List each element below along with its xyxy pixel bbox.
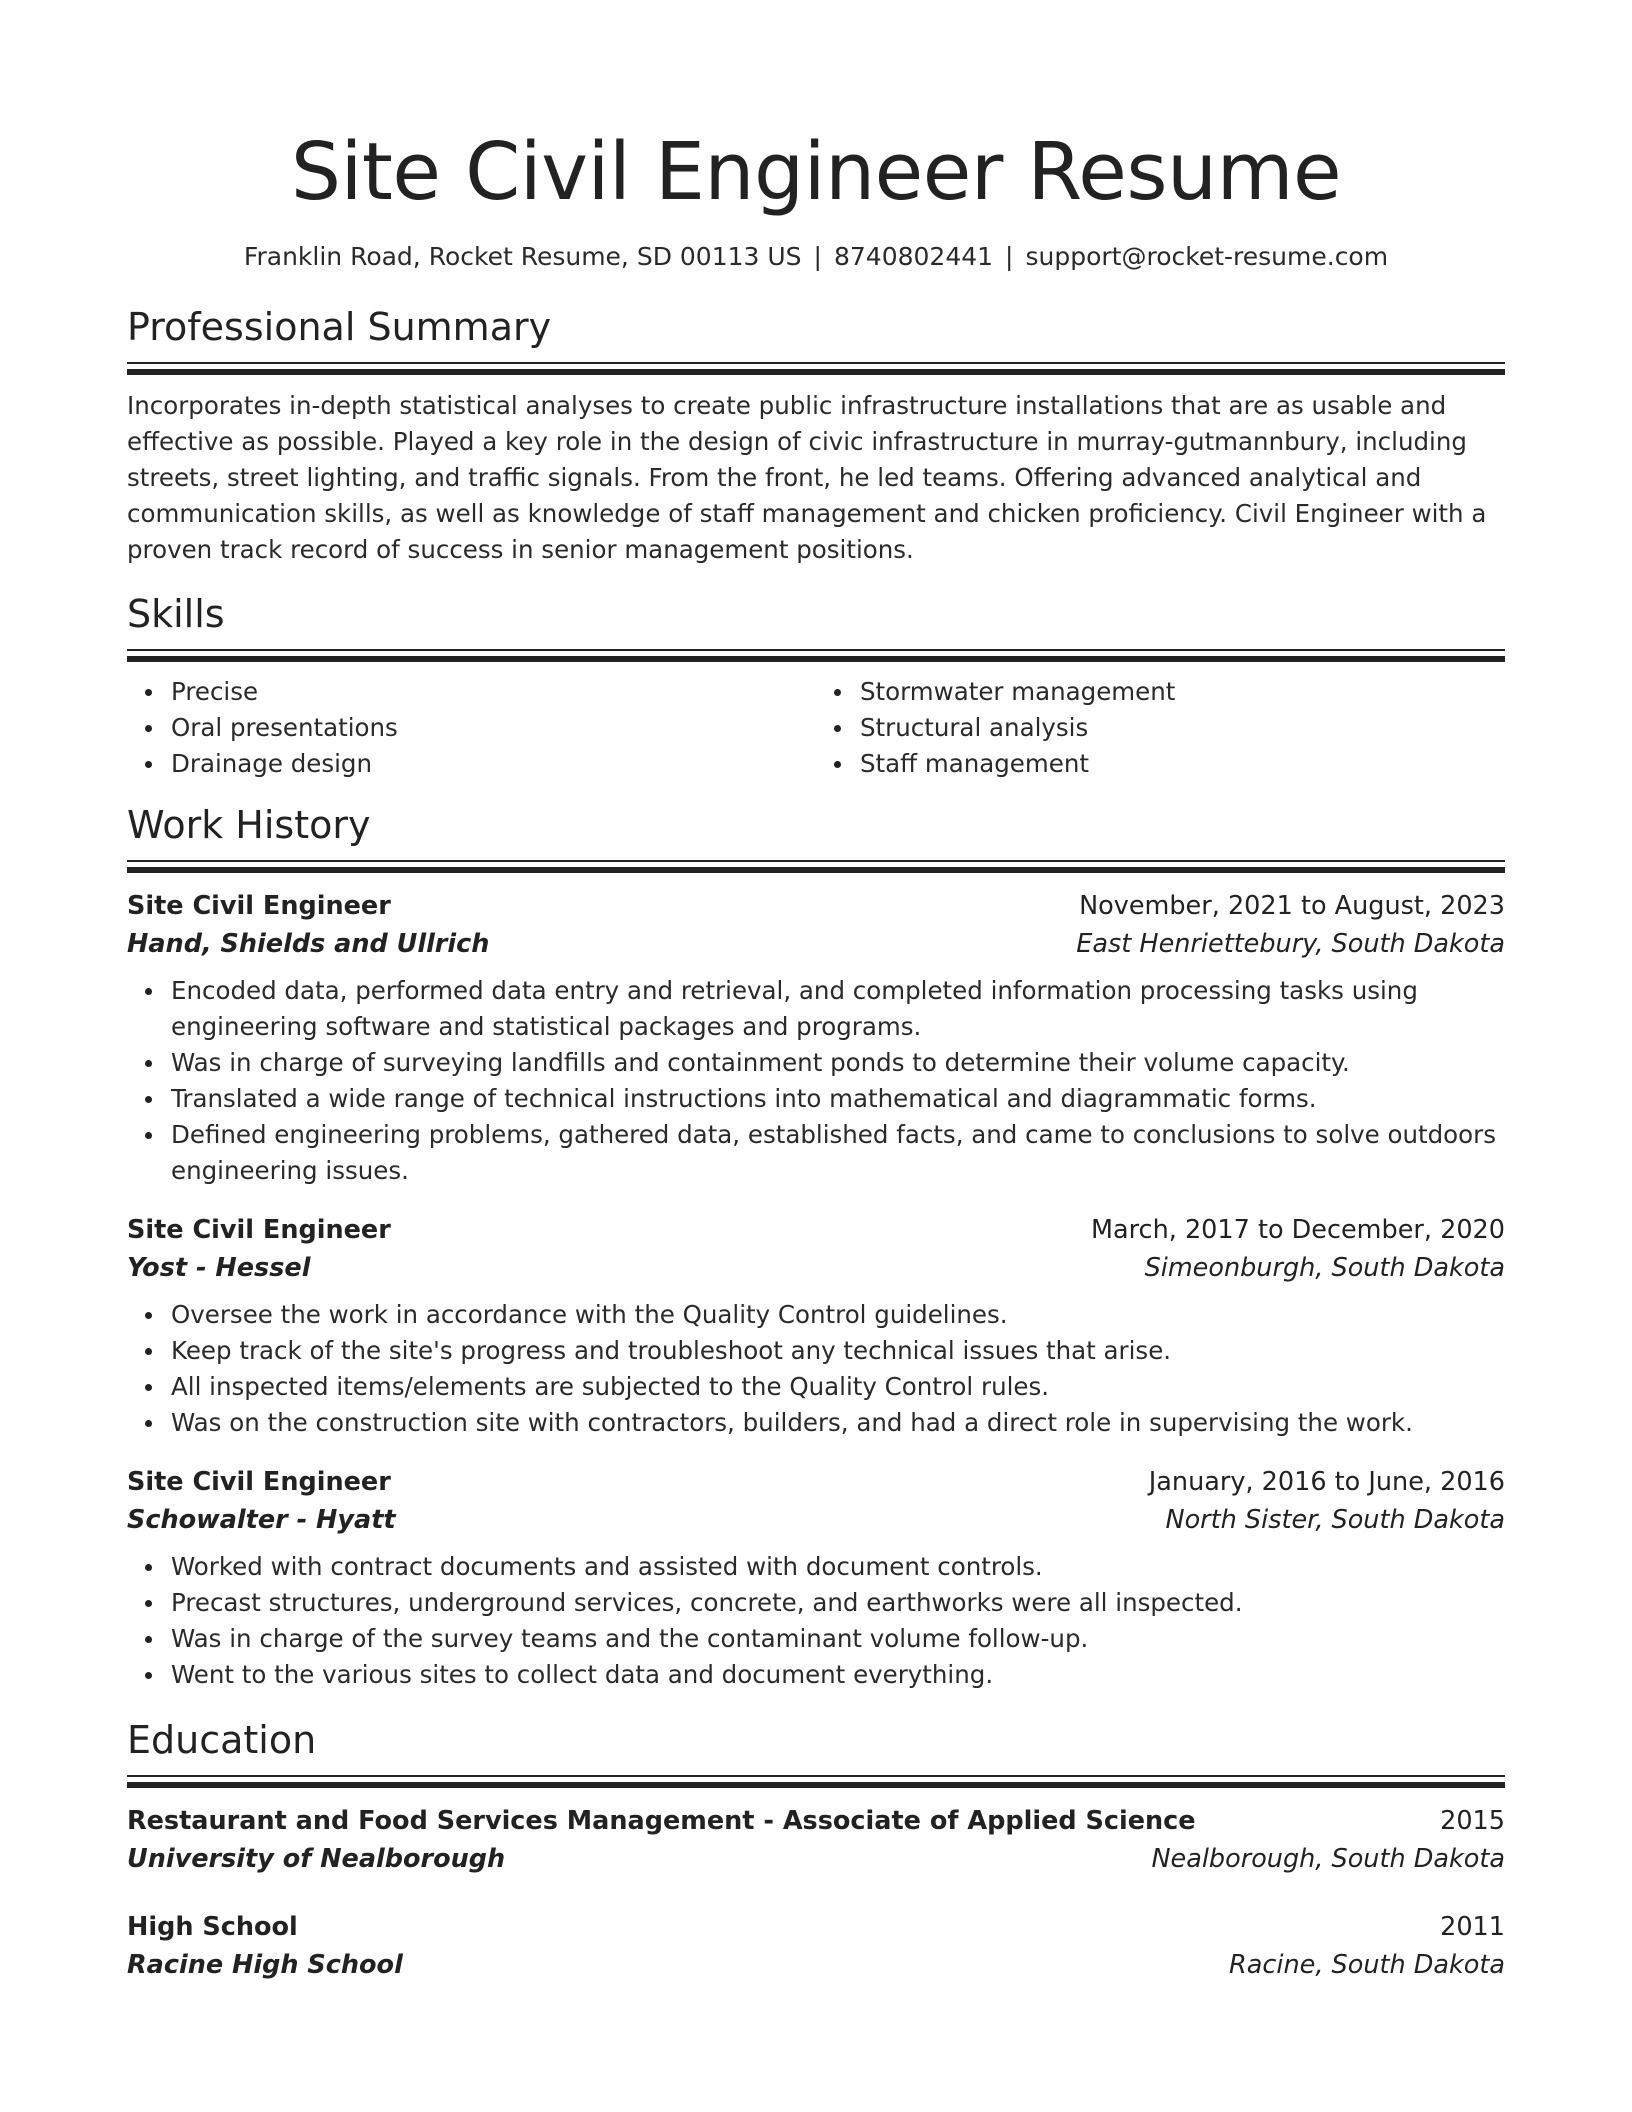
skill-item: Drainage design: [171, 746, 816, 782]
job-header: [127, 1463, 1505, 1501]
job-subheader: [127, 925, 1505, 963]
job-subheader: [127, 1249, 1505, 1287]
section-title-skills: Skills: [127, 592, 225, 636]
contact-address: Franklin Road, Rocket Resume, SD 00113 US: [243, 242, 802, 271]
job-entry: [127, 1463, 1505, 1693]
skills-section: [127, 589, 1505, 782]
skill-item: Structural analysis: [860, 710, 1505, 746]
education-section: [127, 1715, 1505, 1984]
skills-list: [127, 674, 1505, 782]
summary-section: [127, 302, 1505, 568]
resume-title: Site Civil Engineer Resume: [290, 126, 1342, 218]
job-bullet: Was in charge of the survey teams and the contaminant volume follow-up.: [171, 1621, 1505, 1657]
work-history-section: [127, 800, 1505, 1693]
education-header: [127, 1908, 1505, 1946]
job-location: East Henriettebury, South Dakota: [1076, 929, 1505, 959]
job-bullet: Translated a wide range of technical instructions into mathematical and diagrammatic forms.: [171, 1081, 1505, 1117]
education-entry: [127, 1908, 1505, 1984]
summary-text: Incorporates in-depth statistical analyses to create public infrastructure installations that are as usable and effective as possible. Played a key role in the design of civic infrastructure in murray-gutmannbury, including streets, street lighting, and traffic signals. From the front, he led teams. Offering advanced analytical and communication skills, as well as knowledge of staff management and chicken proficiency. Civil Engineer with a proven track record of success in senior management positions.: [127, 391, 1487, 564]
job-entry: [127, 1211, 1505, 1441]
job-location: Simeonburgh, South Dakota: [1144, 1253, 1505, 1283]
education-year: 2011: [1440, 1912, 1505, 1942]
job-dates: March, 2017 to December, 2020: [1091, 1215, 1505, 1245]
contact-phone: 8740802441: [833, 242, 994, 271]
education-school: Racine High School: [127, 1950, 403, 1980]
job-bullet: Was on the construction site with contractors, builders, and had a direct role in supervising the work.: [171, 1405, 1505, 1441]
job-company: Yost - Hessel: [127, 1253, 311, 1283]
job-bullet: Encoded data, performed data entry and retrieval, and completed information processing tasks using engineering software and statistical packages and programs.: [171, 973, 1505, 1045]
education-degree: High School: [127, 1912, 298, 1942]
job-header: [127, 887, 1505, 925]
contact-line: [127, 240, 1505, 274]
job-entry: [127, 887, 1505, 1189]
job-subheader: [127, 1501, 1505, 1539]
skills-column-right: [816, 674, 1505, 782]
section-title-summary: Professional Summary: [127, 305, 552, 349]
job-bullets: [127, 1297, 1505, 1441]
job-bullet: Precast structures, underground services, concrete, and earthworks were all inspected.: [171, 1585, 1505, 1621]
job-bullet: All inspected items/elements are subjected to the Quality Control rules.: [171, 1369, 1505, 1405]
education-subheader: [127, 1946, 1505, 1984]
contact-separator: |: [1005, 242, 1014, 271]
section-divider: [127, 649, 1505, 662]
skill-item: Stormwater management: [860, 674, 1505, 710]
contact-email: support@rocket-resume.com: [1025, 242, 1389, 271]
section-divider: [127, 1775, 1505, 1788]
education-header: [127, 1802, 1505, 1840]
job-bullet: Keep track of the site's progress and troubleshoot any technical issues that arise.: [171, 1333, 1505, 1369]
job-company: Schowalter - Hyatt: [127, 1505, 396, 1535]
job-bullet: Went to the various sites to collect data and document everything.: [171, 1657, 1505, 1693]
job-header: [127, 1211, 1505, 1249]
job-bullet: Oversee the work in accordance with the Quality Control guidelines.: [171, 1297, 1505, 1333]
job-bullet: Defined engineering problems, gathered data, established facts, and came to conclusions to solve outdoors engineering issues.: [171, 1117, 1505, 1189]
education-location: Racine, South Dakota: [1229, 1950, 1505, 1980]
education-school: University of Nealborough: [127, 1844, 506, 1874]
skill-item: Staff management: [860, 746, 1505, 782]
job-title: Site Civil Engineer: [127, 1467, 391, 1497]
job-bullet: Was in charge of surveying landfills and containment ponds to determine their volume capacity.: [171, 1045, 1505, 1081]
job-bullet: Worked with contract documents and assisted with document controls.: [171, 1549, 1505, 1585]
job-dates: January, 2016 to June, 2016: [1148, 1467, 1505, 1497]
job-bullets: [127, 1549, 1505, 1693]
job-company: Hand, Shields and Ullrich: [127, 929, 490, 959]
education-subheader: [127, 1840, 1505, 1878]
skill-item: Precise: [171, 674, 816, 710]
section-divider: [127, 362, 1505, 375]
section-divider: [127, 860, 1505, 873]
skill-item: Oral presentations: [171, 710, 816, 746]
education-year: 2015: [1440, 1806, 1505, 1836]
education-degree: Restaurant and Food Services Management - Associate of Applied Science: [127, 1806, 1196, 1836]
job-location: North Sister, South Dakota: [1165, 1505, 1505, 1535]
contact-separator: |: [813, 242, 822, 271]
job-dates: November, 2021 to August, 2023: [1079, 891, 1505, 921]
skills-column-left: [127, 674, 816, 782]
job-bullets: [127, 973, 1505, 1189]
job-title: Site Civil Engineer: [127, 891, 391, 921]
education-entry: [127, 1802, 1505, 1878]
section-title-work-history: Work History: [127, 803, 371, 847]
education-location: Nealborough, South Dakota: [1151, 1844, 1505, 1874]
job-title: Site Civil Engineer: [127, 1215, 391, 1245]
section-title-education: Education: [127, 1718, 317, 1762]
